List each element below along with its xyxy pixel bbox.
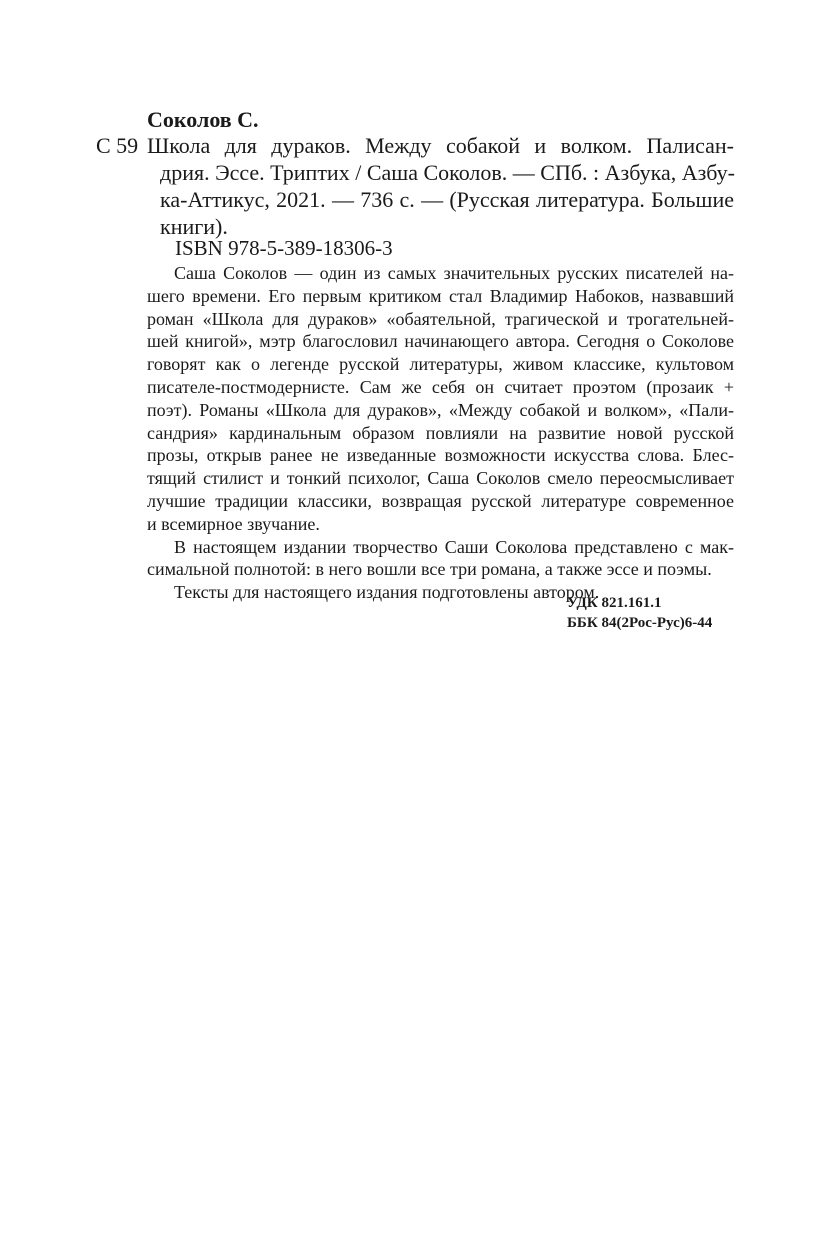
call-code: С 59	[96, 133, 139, 158]
annotation-paragraph	[147, 536, 734, 582]
annotation-line: поэт). Романы «Школа для дураков», «Между собакой и волком», «Пали-	[147, 399, 734, 420]
annotation-line: лучшие традиции классики, возвращая русской литературе современное	[147, 490, 734, 511]
annotation-line: сандрия» кардинальным образом повлияли на развитие новой русской	[147, 422, 734, 443]
annotation-line: Тексты для настоящего издания подготовлены автором.	[174, 582, 600, 603]
bibliographic-description	[147, 132, 735, 240]
annotation-line: Саша Соколов — один из самых значительных русских писателей на-	[174, 263, 734, 283]
annotation-line: шей книгой», мэтр благословил начинающего автора. Сегодня о Соколове	[147, 331, 734, 352]
bibliographic-line: ка-Аттикус, 2021. — 736 с. — (Русская литература. Большие	[160, 187, 734, 212]
annotation	[147, 262, 734, 604]
udk-index: УДК 821.161.1	[567, 595, 662, 611]
annotation-line: роман «Школа для дураков» «обаятельной, трагической и трогательней-	[147, 308, 734, 329]
bibliographic-line: Школа для дураков. Между собакой и волком. Палисан-	[147, 133, 734, 158]
isbn: ISBN 978-5-389-18306-3	[175, 236, 393, 260]
annotation-line: В настоящем издании творчество Саши Соколова представлено с мак-	[174, 536, 734, 557]
annotation-paragraph	[147, 262, 734, 536]
classification-indices	[567, 593, 712, 633]
bbk-index: ББК 84(2Рос-Рус)6-44	[567, 615, 713, 631]
author-heading: Соколов С.	[147, 107, 259, 132]
bibliographic-line: дрия. Эссе. Триптих / Саша Соколов. — СПб. : Азбука, Азбу-	[160, 160, 735, 185]
annotation-line: симальной полнотой: в него вошли все три романа, а также эссе и поэмы.	[147, 559, 712, 580]
annotation-line: прозы, открыв ранее не изведанные возможности искусства слова. Блес-	[147, 445, 734, 466]
bibliographic-line: книги).	[160, 214, 228, 239]
annotation-line: и всемирное звучание.	[147, 513, 320, 534]
annotation-line: писателе-постмодернисте. Сам же себя он считает проэтом (прозаик +	[147, 376, 734, 397]
annotation-line: шего времени. Его первым критиком стал Владимир Набоков, назвавший	[147, 285, 734, 306]
annotation-line: тящий стилист и тонкий психолог, Саша Соколов смело переосмысливает	[147, 468, 734, 489]
annotation-line: говорят как о легенде русской литературы, живом классике, культовом	[147, 354, 734, 375]
